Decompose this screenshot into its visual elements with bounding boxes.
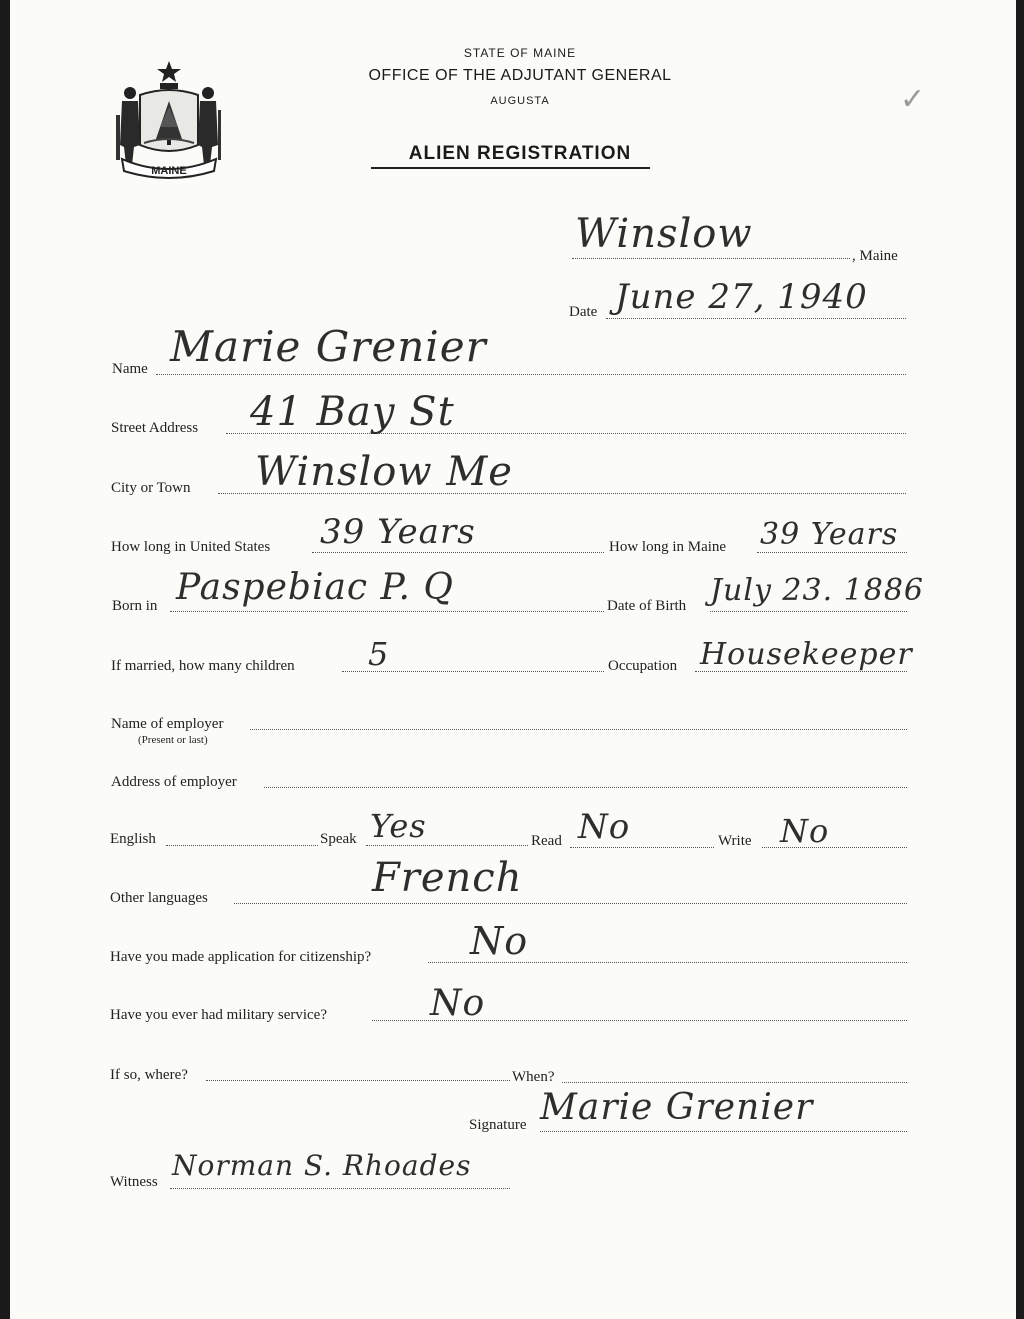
title-underline bbox=[371, 167, 650, 169]
employer-address-label: Address of employer bbox=[111, 774, 237, 790]
maine-long-label: How long in Maine bbox=[609, 539, 727, 555]
born-value: Paspebiac P. Q bbox=[176, 567, 454, 608]
employer-line bbox=[250, 729, 907, 730]
born-line bbox=[170, 611, 604, 612]
street-value: 41 Bay St bbox=[250, 389, 455, 435]
witness-label: Witness bbox=[110, 1174, 158, 1190]
speak-label: Speak bbox=[320, 831, 357, 847]
write-value: No bbox=[780, 812, 830, 850]
town-line bbox=[572, 258, 850, 259]
other-languages-label: Other languages bbox=[110, 890, 208, 906]
us-line bbox=[312, 552, 604, 553]
signature-value: Marie Grenier bbox=[540, 1087, 814, 1128]
date-value: June 27, 1940 bbox=[615, 277, 868, 317]
children-label: If married, how many children bbox=[111, 658, 295, 674]
other-languages-line bbox=[234, 903, 907, 904]
speak-line bbox=[366, 845, 528, 846]
city-value: Winslow Me bbox=[255, 449, 513, 495]
read-value: No bbox=[578, 807, 631, 847]
read-line bbox=[570, 847, 714, 848]
name-label: Name bbox=[112, 361, 148, 377]
name-line bbox=[156, 374, 906, 375]
employer-label: Name of employer bbox=[111, 716, 224, 732]
write-label: Write bbox=[718, 833, 752, 849]
citizenship-label: Have you made application for citizenship? bbox=[110, 949, 372, 965]
children-value: 5 bbox=[368, 635, 390, 673]
form-title: ALIEN REGISTRATION bbox=[408, 143, 632, 164]
dob-value: July 23. 1886 bbox=[710, 573, 925, 608]
english-line bbox=[166, 845, 318, 846]
witness-line bbox=[170, 1188, 510, 1189]
citizenship-value: No bbox=[470, 919, 529, 963]
check-mark-icon: ✓ bbox=[900, 82, 926, 117]
header-state: STATE OF MAINE bbox=[463, 46, 577, 60]
dob-line bbox=[710, 611, 907, 612]
dob-label: Date of Birth bbox=[607, 598, 687, 614]
read-label: Read bbox=[531, 833, 562, 849]
occupation-label: Occupation bbox=[608, 658, 678, 674]
seal-banner-text: MAINE bbox=[151, 165, 187, 177]
signature-label: Signature bbox=[469, 1117, 527, 1133]
other-languages-value: French bbox=[372, 855, 523, 901]
header-office: OFFICE OF THE ADJUTANT GENERAL bbox=[368, 67, 672, 84]
us-value: 39 Years bbox=[320, 512, 476, 552]
us-label: How long in United States bbox=[111, 539, 271, 555]
town-value: Winslow bbox=[575, 211, 753, 257]
maine-long-line bbox=[757, 552, 907, 553]
date-line bbox=[606, 318, 906, 319]
signature-line bbox=[540, 1131, 907, 1132]
english-label: English bbox=[110, 831, 156, 847]
military-value: No bbox=[430, 983, 486, 1024]
where-label: If so, where? bbox=[110, 1067, 188, 1083]
name-value: Marie Grenier bbox=[170, 322, 487, 371]
maine-long-value: 39 Years bbox=[760, 517, 899, 552]
maine-label: , Maine bbox=[852, 248, 898, 264]
witness-value: Norman S. Rhoades bbox=[172, 1149, 472, 1182]
employer-address-line bbox=[264, 787, 907, 788]
maine-state-seal-icon bbox=[110, 55, 228, 180]
header-city: AUGUSTA bbox=[490, 95, 550, 107]
city-label: City or Town bbox=[111, 480, 191, 496]
speak-value: Yes bbox=[370, 807, 427, 845]
when-line bbox=[562, 1082, 907, 1083]
date-label: Date bbox=[569, 304, 598, 320]
occupation-value: Housekeeper bbox=[700, 637, 913, 672]
where-line bbox=[206, 1080, 510, 1081]
street-label: Street Address bbox=[111, 420, 199, 436]
when-label: When? bbox=[512, 1069, 555, 1085]
military-label: Have you ever had military service? bbox=[110, 1007, 327, 1023]
born-label: Born in bbox=[112, 598, 158, 614]
employer-note: (Present or last) bbox=[138, 734, 208, 746]
